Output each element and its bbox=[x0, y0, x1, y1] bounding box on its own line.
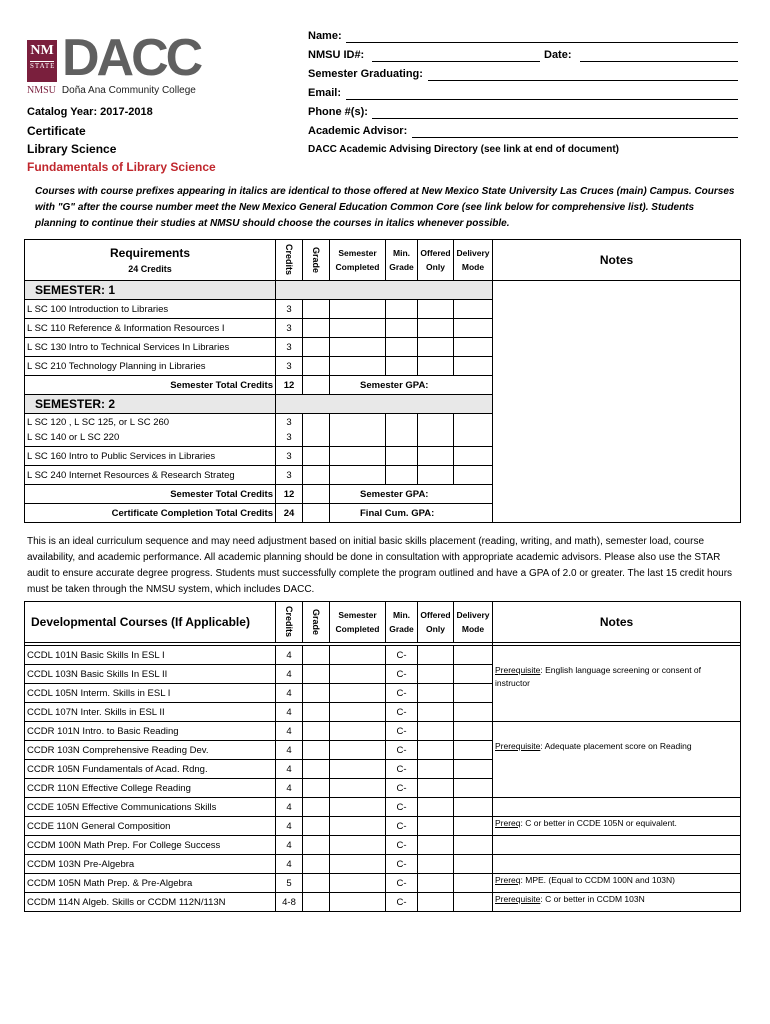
min-grade: C- bbox=[386, 779, 418, 798]
ccdm103-note bbox=[493, 855, 741, 874]
offered-cell bbox=[418, 893, 454, 912]
grade-cell[interactable] bbox=[303, 357, 330, 376]
ccde-prereq-note bbox=[493, 817, 741, 836]
min-grade-cell bbox=[386, 357, 418, 376]
offered-cell bbox=[418, 414, 454, 447]
course-credits: 4 bbox=[276, 855, 303, 874]
table-row bbox=[25, 836, 741, 855]
delivery-cell bbox=[454, 319, 493, 338]
course-name: CCDM 103N Pre-Algebra bbox=[25, 855, 276, 874]
min-grade: C- bbox=[386, 665, 418, 684]
course-credits: 3 bbox=[276, 300, 303, 319]
course-credits: 4 bbox=[276, 760, 303, 779]
delivery-cell bbox=[454, 893, 493, 912]
semester-cell[interactable] bbox=[330, 447, 386, 466]
course-name: CCDL 107N Inter. Skills in ESL II bbox=[25, 703, 276, 722]
course-credits: 4 bbox=[276, 817, 303, 836]
offered-cell bbox=[418, 466, 454, 485]
min-grade-cell bbox=[386, 414, 418, 447]
grade-cell[interactable] bbox=[303, 300, 330, 319]
nm-state-logo bbox=[27, 40, 57, 82]
grade-cell[interactable] bbox=[303, 893, 330, 912]
delivery-cell bbox=[454, 466, 493, 485]
delivery-cell bbox=[454, 300, 493, 319]
course-choice-2: L SC 140 or L SC 220 bbox=[27, 432, 120, 443]
dev-col-min-grade bbox=[386, 602, 418, 643]
offered-cell bbox=[418, 703, 454, 722]
min-grade: C- bbox=[386, 874, 418, 893]
min-grade: C- bbox=[386, 760, 418, 779]
note-body: : C or better in CCDM 103N bbox=[540, 894, 645, 904]
note-label: Prerequisite bbox=[495, 665, 541, 675]
offered-cell bbox=[418, 338, 454, 357]
offered-cell bbox=[418, 760, 454, 779]
date-field[interactable] bbox=[580, 49, 738, 62]
course-credits: 4 bbox=[276, 646, 303, 665]
delivery-cell bbox=[454, 722, 493, 741]
dev-col-completed: Completed bbox=[335, 624, 380, 634]
semester-cell[interactable] bbox=[330, 665, 386, 684]
col-only: Only bbox=[426, 262, 445, 272]
grade-cell[interactable] bbox=[303, 319, 330, 338]
semester2-gpa-label: Semester GPA: bbox=[330, 485, 493, 504]
date-label: Date: bbox=[544, 49, 572, 61]
semester1-gpa-label: Semester GPA: bbox=[330, 376, 493, 395]
logo-nm: NM bbox=[30, 43, 54, 58]
table-row bbox=[25, 722, 741, 741]
table-row bbox=[25, 855, 741, 874]
grade-cell[interactable] bbox=[303, 741, 330, 760]
dev-col-notes: Notes bbox=[493, 602, 741, 643]
min-grade-cell bbox=[386, 338, 418, 357]
course-credits: 4 bbox=[276, 703, 303, 722]
semester1-header-row bbox=[25, 281, 741, 300]
semester-cell[interactable] bbox=[330, 836, 386, 855]
logo-state: STATE bbox=[30, 62, 56, 70]
semester2-header-fill bbox=[276, 395, 493, 414]
course-name: L SC 100 Introduction to Libraries bbox=[25, 300, 276, 319]
dev-col-min-grade-label: Grade bbox=[389, 624, 414, 634]
logo-nmsu: NMSU bbox=[27, 85, 56, 96]
delivery-cell bbox=[454, 684, 493, 703]
table-row bbox=[25, 646, 741, 665]
grade-cell[interactable] bbox=[303, 855, 330, 874]
semester1-total: 12 bbox=[276, 376, 303, 395]
catalog-year: Catalog Year: 2017-2018 bbox=[27, 106, 153, 118]
offered-cell bbox=[418, 874, 454, 893]
dev-col-semester: Semester bbox=[338, 610, 377, 620]
dev-col-delivery: Delivery bbox=[456, 610, 490, 620]
delivery-cell bbox=[454, 741, 493, 760]
semester-cell[interactable] bbox=[330, 703, 386, 722]
requirements-table bbox=[24, 239, 741, 523]
grade-cell[interactable] bbox=[303, 874, 330, 893]
delivery-cell bbox=[454, 447, 493, 466]
course-credits: 4 bbox=[276, 798, 303, 817]
table-row bbox=[25, 874, 741, 893]
col-delivery: Delivery bbox=[456, 248, 490, 258]
delivery-cell bbox=[454, 357, 493, 376]
dev-col-credits: Credits bbox=[276, 602, 303, 643]
dev-course-rows bbox=[25, 646, 741, 912]
semester-cell[interactable] bbox=[330, 684, 386, 703]
col-credits: Credits bbox=[276, 240, 303, 281]
course-name: CCDM 114N Algeb. Skills or CCDM 112N/113N bbox=[25, 893, 276, 912]
semester2-total: 12 bbox=[276, 485, 303, 504]
min-grade: C- bbox=[386, 684, 418, 703]
course-choice-1: L SC 120 , L SC 125, or L SC 260 bbox=[27, 417, 170, 428]
course-credits: 3 bbox=[276, 319, 303, 338]
name-field[interactable] bbox=[346, 30, 738, 43]
course-credits: 3 bbox=[276, 447, 303, 466]
grade-cell[interactable] bbox=[303, 817, 330, 836]
offered-cell bbox=[418, 357, 454, 376]
min-grade: C- bbox=[386, 798, 418, 817]
grade-cell[interactable] bbox=[303, 798, 330, 817]
course-name: L SC 130 Intro to Technical Services In Libraries bbox=[25, 338, 276, 357]
note-text bbox=[495, 664, 738, 690]
nmsu-id-field[interactable] bbox=[372, 49, 540, 62]
ccde105-note bbox=[493, 798, 741, 817]
col-offered: Offered bbox=[420, 248, 451, 258]
course-name: CCDL 101N Basic Skills In ESL I bbox=[25, 646, 276, 665]
course-name: CCDM 100N Math Prep. For College Success bbox=[25, 836, 276, 855]
course-credits: 4 bbox=[276, 722, 303, 741]
grade-cell[interactable] bbox=[303, 447, 330, 466]
dev-col-delivery-mode bbox=[454, 602, 493, 643]
delivery-cell bbox=[454, 414, 493, 447]
offered-cell bbox=[418, 665, 454, 684]
note-text bbox=[495, 893, 738, 906]
delivery-cell bbox=[454, 703, 493, 722]
course-name: CCDR 110N Effective College Reading bbox=[25, 779, 276, 798]
college-name bbox=[27, 85, 196, 96]
course-credits: 4-8 bbox=[276, 893, 303, 912]
grade-cell[interactable] bbox=[303, 760, 330, 779]
note-body: : English language screening or consent of instructor bbox=[495, 665, 702, 688]
ccdm100-note bbox=[493, 836, 741, 855]
nmsu-id-label: NMSU ID#: bbox=[308, 49, 365, 61]
min-grade: C- bbox=[386, 836, 418, 855]
phone-label: Phone #(s): bbox=[308, 106, 368, 118]
semester-cell[interactable] bbox=[330, 817, 386, 836]
semester1-total-label: Semester Total Credits bbox=[25, 376, 276, 395]
semester-cell[interactable] bbox=[330, 646, 386, 665]
offered-cell bbox=[418, 817, 454, 836]
min-grade: C- bbox=[386, 722, 418, 741]
table-row bbox=[25, 817, 741, 836]
semester-cell[interactable] bbox=[330, 338, 386, 357]
table-row bbox=[25, 798, 741, 817]
grade-cell[interactable] bbox=[303, 466, 330, 485]
course-credits: 4 bbox=[276, 836, 303, 855]
note-body: : MPE. (Equal to CCDM 100N and 103N) bbox=[520, 875, 675, 885]
grade-cell bbox=[303, 504, 330, 523]
course-credits: 3 bbox=[276, 338, 303, 357]
delivery-cell bbox=[454, 646, 493, 665]
delivery-cell bbox=[454, 779, 493, 798]
course-name: CCDE 110N General Composition bbox=[25, 817, 276, 836]
college-name-text: Doña Ana Community College bbox=[61, 85, 196, 96]
certificate-type: Certificate bbox=[27, 124, 86, 138]
esl-prerequisite-note bbox=[493, 646, 741, 722]
semester-cell[interactable] bbox=[330, 466, 386, 485]
cum-gpa-label: Final Cum. GPA: bbox=[330, 504, 493, 523]
course-name: CCDR 101N Intro. to Basic Reading bbox=[25, 722, 276, 741]
col-grade: Grade bbox=[303, 240, 330, 281]
offered-cell bbox=[418, 447, 454, 466]
course-name: CCDM 105N Math Prep. & Pre-Algebra bbox=[25, 874, 276, 893]
semester-cell[interactable] bbox=[330, 798, 386, 817]
semester-cell[interactable] bbox=[330, 779, 386, 798]
course-choice-credits-2: 3 bbox=[286, 432, 292, 443]
table-row bbox=[25, 893, 741, 912]
req-credits-total: 24 Credits bbox=[128, 264, 172, 274]
col-min: Min. bbox=[393, 248, 410, 258]
delivery-cell bbox=[454, 338, 493, 357]
dev-header-row bbox=[25, 602, 741, 643]
course-credits: 4 bbox=[276, 665, 303, 684]
semester-cell[interactable] bbox=[330, 357, 386, 376]
min-grade: C- bbox=[386, 893, 418, 912]
phone-field[interactable] bbox=[372, 106, 738, 119]
col-min-grade-label: Grade bbox=[389, 262, 414, 272]
offered-cell bbox=[418, 319, 454, 338]
note-label: Prerequisite bbox=[495, 741, 541, 751]
reading-prerequisite-note bbox=[493, 722, 741, 798]
req-notes-area[interactable] bbox=[493, 281, 741, 523]
grade-cell[interactable] bbox=[303, 338, 330, 357]
col-delivery-mode bbox=[454, 240, 493, 281]
dev-col-grade: Grade bbox=[303, 602, 330, 643]
grade-cell[interactable] bbox=[303, 722, 330, 741]
email-field[interactable] bbox=[346, 87, 738, 100]
offered-cell bbox=[418, 855, 454, 874]
note-text bbox=[495, 740, 738, 753]
col-completed: Completed bbox=[335, 262, 380, 272]
dacc-logo: DACC bbox=[62, 29, 201, 87]
req-header-row bbox=[25, 240, 741, 281]
course-credits bbox=[276, 414, 303, 447]
course-name: L SC 210 Technology Planning in Libraries bbox=[25, 357, 276, 376]
delivery-cell bbox=[454, 836, 493, 855]
semester-cell[interactable] bbox=[330, 760, 386, 779]
grade-cell[interactable] bbox=[303, 414, 330, 447]
min-grade-cell bbox=[386, 447, 418, 466]
completion-total: 24 bbox=[276, 504, 303, 523]
note-label: Prereq bbox=[495, 818, 521, 828]
offered-cell bbox=[418, 779, 454, 798]
completion-total-label: Certificate Completion Total Credits bbox=[25, 504, 276, 523]
dev-col-offered: Offered bbox=[420, 610, 451, 620]
delivery-cell bbox=[454, 855, 493, 874]
min-grade-cell bbox=[386, 466, 418, 485]
grade-cell[interactable] bbox=[303, 665, 330, 684]
semester-cell[interactable] bbox=[330, 874, 386, 893]
developmental-table bbox=[24, 601, 741, 912]
offered-cell bbox=[418, 722, 454, 741]
dev-col-only: Only bbox=[426, 624, 445, 634]
delivery-cell bbox=[454, 874, 493, 893]
offered-cell bbox=[418, 684, 454, 703]
min-grade: C- bbox=[386, 817, 418, 836]
advisor-label: Academic Advisor: bbox=[308, 125, 408, 137]
note-label: Prerequisite bbox=[495, 894, 541, 904]
course-name: CCDR 105N Fundamentals of Acad. Rdng. bbox=[25, 760, 276, 779]
semester-cell[interactable] bbox=[330, 893, 386, 912]
course-name: CCDR 103N Comprehensive Reading Dev. bbox=[25, 741, 276, 760]
course-name: L SC 160 Intro to Public Services in Libraries bbox=[25, 447, 276, 466]
req-title: Requirements bbox=[109, 246, 191, 260]
disclaimer-text: This is an ideal curriculum sequence and may need adjustment based on initial basic skills placement (reading, writing, and math), semester load, course availability, and academic performance. All academic planning should be done in consultation with appropriate academic advisors. Please also use the STAR audit to ensure accurate degree progress. Students must successfully complete the program outlined and have a GPA of 2.0 or greater. The last 15 credit hours must be taken through the NMSU system, which includes DACC. bbox=[27, 536, 733, 595]
course-choice bbox=[25, 414, 276, 447]
course-name: L SC 240 Internet Resources & Research Strateg bbox=[25, 466, 276, 485]
grade-cell[interactable] bbox=[303, 779, 330, 798]
dev-col-mode: Mode bbox=[461, 624, 485, 634]
program-name: Library Science bbox=[27, 142, 117, 156]
min-grade-cell bbox=[386, 300, 418, 319]
delivery-cell bbox=[454, 760, 493, 779]
offered-cell bbox=[418, 798, 454, 817]
min-grade-cell bbox=[386, 319, 418, 338]
name-label: Name: bbox=[308, 30, 342, 42]
semester-cell[interactable] bbox=[330, 741, 386, 760]
min-grade: C- bbox=[386, 855, 418, 874]
advising-directory-note: DACC Academic Advising Directory (see link at end of document) bbox=[308, 144, 619, 155]
course-credits: 5 bbox=[276, 874, 303, 893]
col-min-grade bbox=[386, 240, 418, 281]
course-credits: 4 bbox=[276, 741, 303, 760]
note-text bbox=[495, 817, 738, 830]
note-body: : Adequate placement score on Reading bbox=[540, 741, 692, 751]
note-label: Prereq bbox=[495, 875, 521, 885]
course-name: CCDL 103N Basic Skills In ESL II bbox=[25, 665, 276, 684]
semester1-header-fill bbox=[276, 281, 493, 300]
grade-cell[interactable] bbox=[303, 836, 330, 855]
advisor-field[interactable] bbox=[412, 125, 738, 138]
course-name: CCDL 105N Interm. Skills in ESL I bbox=[25, 684, 276, 703]
ccdm114-prereq-note bbox=[493, 893, 741, 912]
grade-cell bbox=[303, 485, 330, 504]
delivery-cell bbox=[454, 817, 493, 836]
dev-col-min: Min. bbox=[393, 610, 410, 620]
semester2-total-label: Semester Total Credits bbox=[25, 485, 276, 504]
course-credits: 4 bbox=[276, 779, 303, 798]
course-name: CCDE 105N Effective Communications Skills bbox=[25, 798, 276, 817]
min-grade: C- bbox=[386, 741, 418, 760]
intro-text: Courses with course prefixes appearing in italics are identical to those offered at New Mexico State University Las Cruces (main) Campus. Courses with "G" after the course number meet the New Mexico General Education Common Core (see link below for comprehensive list). Students planning to continue their studies at NMSU should choose the courses in italics whenever possible. bbox=[35, 186, 735, 229]
offered-cell bbox=[418, 836, 454, 855]
col-offered-only bbox=[418, 240, 454, 281]
min-grade: C- bbox=[386, 703, 418, 722]
email-label: Email: bbox=[308, 87, 342, 99]
grade-cell[interactable] bbox=[303, 646, 330, 665]
offered-cell bbox=[418, 741, 454, 760]
semester-cell[interactable] bbox=[330, 300, 386, 319]
dev-col-semester-completed bbox=[330, 602, 386, 643]
semester1-label: SEMESTER: 1 bbox=[25, 281, 276, 300]
grade-cell bbox=[303, 376, 330, 395]
note-text bbox=[495, 874, 738, 887]
semester2-label: SEMESTER: 2 bbox=[25, 395, 276, 414]
course-credits: 3 bbox=[276, 357, 303, 376]
dev-col-offered-only bbox=[418, 602, 454, 643]
semester-cell[interactable] bbox=[330, 855, 386, 874]
course-name: L SC 110 Reference & Information Resources I bbox=[25, 319, 276, 338]
min-grade: C- bbox=[386, 646, 418, 665]
semester-cell[interactable] bbox=[330, 319, 386, 338]
col-semester-completed bbox=[330, 240, 386, 281]
semester-cell[interactable] bbox=[330, 414, 386, 447]
note-body: : C or better in CCDE 105N or equivalent. bbox=[520, 818, 677, 828]
dev-title: Developmental Courses (If Applicable) bbox=[25, 602, 276, 643]
delivery-cell bbox=[454, 798, 493, 817]
semester-graduating-label: Semester Graduating: bbox=[308, 68, 423, 80]
course-choice-credits-1: 3 bbox=[286, 417, 292, 428]
semester-cell[interactable] bbox=[330, 722, 386, 741]
col-semester: Semester bbox=[338, 248, 377, 258]
offered-cell bbox=[418, 300, 454, 319]
grade-cell[interactable] bbox=[303, 703, 330, 722]
req-title-cell bbox=[25, 240, 276, 281]
course-credits: 3 bbox=[276, 466, 303, 485]
grade-cell[interactable] bbox=[303, 684, 330, 703]
course-credits: 4 bbox=[276, 684, 303, 703]
delivery-cell bbox=[454, 665, 493, 684]
ccdm105-prereq-note bbox=[493, 874, 741, 893]
semester-graduating-field[interactable] bbox=[428, 68, 738, 81]
col-mode: Mode bbox=[461, 262, 485, 272]
program-focus: Fundamentals of Library Science bbox=[27, 160, 216, 174]
offered-cell bbox=[418, 646, 454, 665]
col-notes: Notes bbox=[493, 240, 741, 281]
